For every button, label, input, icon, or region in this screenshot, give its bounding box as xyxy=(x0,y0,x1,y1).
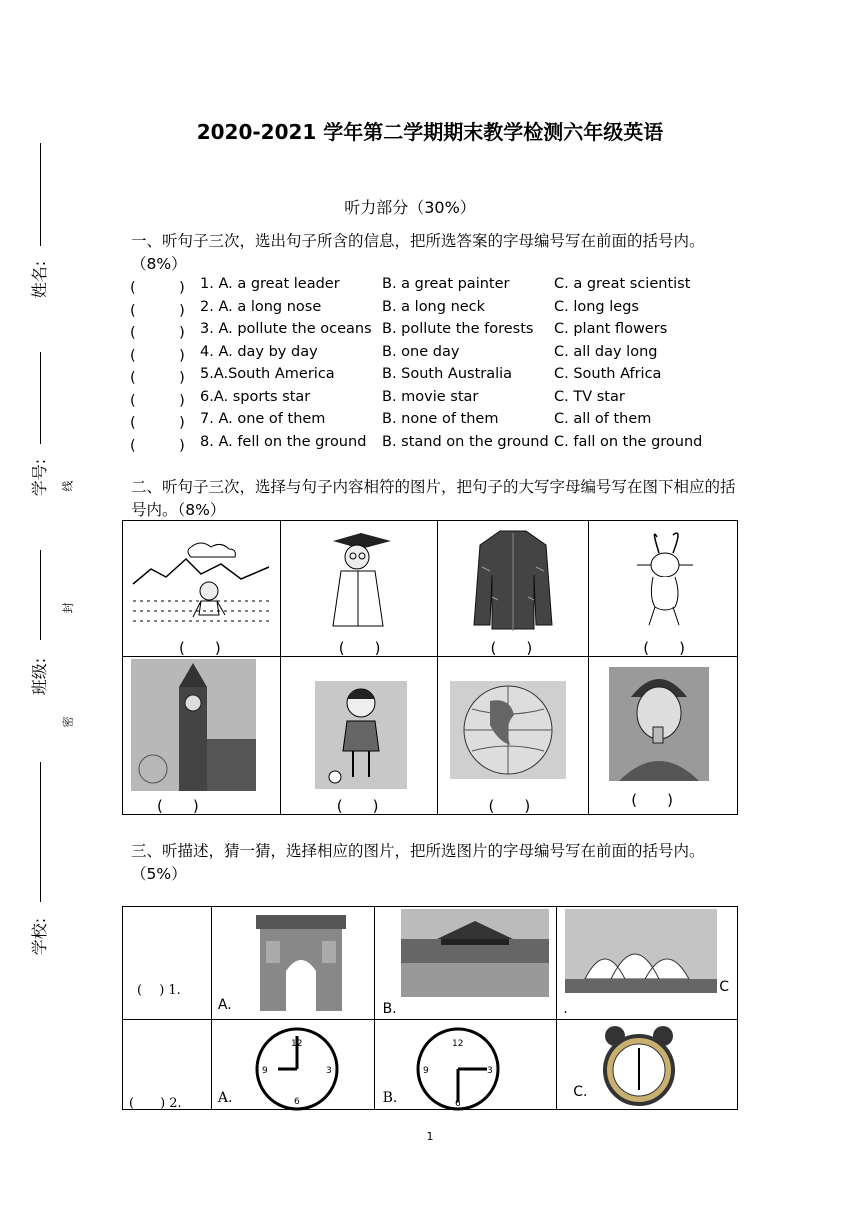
svg-text:12: 12 xyxy=(451,1039,464,1049)
answer-paren[interactable]: ( ) xyxy=(490,639,533,657)
question-row xyxy=(130,389,750,411)
svg-text:3: 3 xyxy=(486,1066,493,1076)
name-label: 姓名: xyxy=(30,260,50,299)
answer-paren[interactable]: ( ) xyxy=(130,347,185,364)
answer-paren[interactable]: ( ) xyxy=(130,415,185,431)
option-a: 4. A. day by day xyxy=(200,343,318,360)
question-row xyxy=(130,276,750,298)
girl-picture xyxy=(315,681,407,789)
school-label: 学校: xyxy=(30,917,50,956)
seal-char: 封 xyxy=(61,602,75,614)
clock-a-picture xyxy=(254,1026,340,1112)
page-number: 1 xyxy=(426,1130,434,1143)
sidebar-line xyxy=(40,352,41,444)
rabbit-picture xyxy=(629,531,701,631)
option-a: 1. A. a great leader xyxy=(200,276,340,292)
picture-cell xyxy=(589,657,738,815)
tiananmen-picture xyxy=(401,909,549,997)
hiker-picture xyxy=(131,539,271,629)
option-b: B. a great painter xyxy=(382,276,510,292)
option-c-label: C. xyxy=(573,1084,588,1100)
option-c-label: C xyxy=(719,979,730,995)
answer-paren[interactable]: ( ) xyxy=(157,797,199,815)
option-b: B. stand on the ground xyxy=(382,433,549,450)
seal-char: 线 xyxy=(61,480,75,492)
big-ben-picture xyxy=(131,659,256,791)
option-cell xyxy=(374,1020,557,1110)
svg-text:9: 9 xyxy=(422,1066,429,1076)
question-row xyxy=(130,299,750,321)
question-cell xyxy=(123,1020,212,1110)
arc-de-triomphe-picture xyxy=(252,911,350,1013)
answer-paren[interactable]: ( ) xyxy=(338,639,381,657)
option-b: B. none of them xyxy=(382,411,499,427)
svg-text:6: 6 xyxy=(293,1097,300,1107)
answer-paren[interactable]: ( ) xyxy=(643,639,685,657)
option-b: B. one day xyxy=(382,343,460,360)
athlete-picture xyxy=(609,667,709,781)
sidebar-line xyxy=(40,550,41,640)
clock-b-picture xyxy=(415,1026,501,1112)
question-row xyxy=(130,321,750,343)
option-c: C. a great scientist xyxy=(554,276,691,292)
option-b: B. South Australia xyxy=(382,366,513,382)
option-cell xyxy=(374,907,557,1020)
student-id-label: 学号: xyxy=(30,458,50,497)
picture-cell xyxy=(280,657,438,815)
option-a: 3. A. pollute the oceans xyxy=(200,321,372,337)
section3-table xyxy=(122,906,738,1110)
answer-paren[interactable]: ( ) xyxy=(130,302,185,319)
section-title-listening: 听力部分（30%） xyxy=(344,198,476,217)
answer-paren[interactable]: ( ) xyxy=(488,797,531,815)
option-c: C. fall on the ground xyxy=(554,433,703,450)
page-title: 2020-2021 学年第二学期期末教学检测六年级英语 xyxy=(196,120,664,144)
option-b-label: B. xyxy=(382,1090,398,1106)
option-cell xyxy=(211,907,374,1020)
fur-coat-picture xyxy=(472,527,554,631)
option-b-label: B. xyxy=(382,1001,397,1017)
question-2-label[interactable]: ( ) 2. xyxy=(129,1096,182,1111)
answer-paren[interactable]: ( ) xyxy=(130,392,185,409)
answer-paren[interactable]: ( ) xyxy=(130,437,185,454)
option-c: C. long legs xyxy=(554,298,639,315)
question-row xyxy=(130,411,750,433)
section2-heading: 二、听句子三次，选择与句子内容相符的图片，把句子的大写字母编号写在图下相应的括号内。（8%） xyxy=(131,478,736,519)
option-cell xyxy=(557,1020,738,1110)
option-cell xyxy=(211,1020,374,1110)
svg-text:12: 12 xyxy=(290,1039,303,1049)
option-c: C. South Africa xyxy=(554,366,662,382)
svg-text:9: 9 xyxy=(261,1066,268,1076)
picture-cell xyxy=(438,521,589,657)
doctor-picture xyxy=(321,531,401,631)
seal-char: 密 xyxy=(61,716,75,728)
question-1-label[interactable]: ( ) 1. xyxy=(137,983,181,998)
option-a: 7. A. one of them xyxy=(200,411,326,427)
option-b: B. movie star xyxy=(382,388,479,405)
answer-paren[interactable]: ( ) xyxy=(130,280,185,296)
option-c: C. all day long xyxy=(554,343,658,360)
question-row xyxy=(130,366,750,388)
option-a-label: A. xyxy=(217,1090,233,1106)
question-row xyxy=(130,434,750,456)
section1-heading: 一、听句子三次，选出句子所含的信息，把所选答案的字母编号写在前面的括号内。（8%） xyxy=(131,232,705,273)
option-a: 5.A.South America xyxy=(200,366,335,382)
section2-picture-grid xyxy=(122,520,738,815)
option-a-label: A. xyxy=(217,997,232,1013)
option-c: C. TV star xyxy=(554,388,625,405)
svg-text:3: 3 xyxy=(325,1066,332,1076)
question-row xyxy=(130,344,750,366)
option-b: B. pollute the forests xyxy=(382,321,534,337)
picture-cell xyxy=(589,521,738,657)
option-cell xyxy=(557,907,738,1020)
answer-paren[interactable]: ( ) xyxy=(130,325,185,341)
option-c-dot: . xyxy=(563,1001,568,1017)
picture-cell xyxy=(123,521,281,657)
globe-picture xyxy=(450,681,566,779)
option-a: 8. A. fell on the ground xyxy=(200,433,367,450)
option-c: C. all of them xyxy=(554,411,652,427)
answer-paren[interactable]: ( ) xyxy=(179,639,221,657)
option-a: 6.A. sports star xyxy=(200,388,311,405)
option-b: B. a long neck xyxy=(382,298,486,315)
option-a: 2. A. a long nose xyxy=(200,298,322,315)
picture-cell xyxy=(438,657,589,815)
class-label: 班级: xyxy=(30,657,50,696)
alarm-clock-picture xyxy=(597,1024,681,1108)
sidebar-line xyxy=(40,762,41,902)
answer-paren[interactable]: ( ) xyxy=(130,370,185,386)
question-cell xyxy=(123,907,212,1020)
picture-cell xyxy=(280,521,438,657)
svg-text:6: 6 xyxy=(454,1099,461,1109)
answer-paren[interactable]: ( ) xyxy=(336,797,379,815)
sydney-opera-house-picture xyxy=(565,909,717,993)
section3-heading: 三、听描述，猜一猜，选择相应的图片，把所选图片的字母编号写在前面的括号内。（5%） xyxy=(131,842,705,883)
answer-paren[interactable]: ( ) xyxy=(631,791,673,809)
option-c: C. plant flowers xyxy=(554,321,668,337)
sidebar-line xyxy=(40,143,41,246)
picture-cell xyxy=(123,657,281,815)
